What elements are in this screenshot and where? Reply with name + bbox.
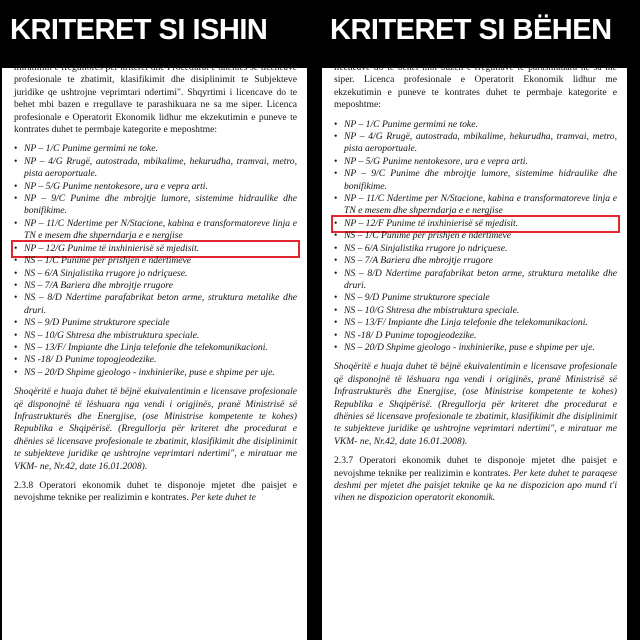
equipment-text-italic: Per kete duhet te paraqese deshmi per mjetet dhe paisjet teknike qe ka ne dispozicion apo mund t'i vihen ne dispozicion operatorit ekonomik. — [334, 467, 617, 504]
category-item: • NP – 9/C Punime dhe mbrojtje lumore, sistemime hidraulike dhe bonifikime. — [334, 168, 617, 193]
document-after — [322, 62, 627, 505]
category-item: • NS – 10/G Shtresa dhe mbistruktura speciale. — [14, 330, 297, 342]
category-item: • NS – 7/A Bariera dhe mbrojtje rrugore — [334, 255, 617, 267]
equipment-text: Operatori ekonomik duhet te disponoje mjetet dhe paisjet e nevojshme teknike per realizimin e kontrates. — [334, 455, 617, 479]
category-item: • NS – 8/D Ndertime parafabrikat beton arme, struktura metalike dhe druri. — [334, 268, 617, 293]
license-category-list — [334, 119, 617, 355]
category-item: • NS – 10/G Shtresa dhe mbistruktura speciale. — [334, 305, 617, 317]
equipment-paragraph — [334, 455, 617, 505]
category-item: • NS -18/ D Punime topogjeodezike. — [14, 354, 297, 366]
category-item: • NP – 1/C Punime germimi ne toke. — [334, 119, 617, 131]
document-before — [2, 62, 307, 505]
category-item: • NS – 13/F/ Impiante dhe Linja telefonie dhe telekomunikacioni. — [334, 317, 617, 329]
title-after: KRITERET SI BËHEN — [330, 14, 612, 46]
category-item: • NP – 4/G Rrugë, autostrada, mbikalime, hekurudha, tramvai, metro, pista aeroportuale. — [334, 131, 617, 156]
foreign-companies-paragraph: Shoqëritë e huaja duhet të bëjnë ekuivalentimin e licensave profesionale që disponojnë të lëshuara nga vendi i origjinës, pranë Ministrisë së Infrastrukturës dhe Energjise, (ose Ministrise kompetente te kohes) Republika e Shqipërisë. (Rregullorja për kriteret dhe procedurat e dhënies së licensave profesionale te zbatimit, klasifikimit dhe disiplinimit te subjekteve juridike qe ushtrojne veprimtari ndertimi", e miratuar me VKM- ne, Nr.42, date 16.01.2008). — [14, 386, 297, 472]
license-category-list — [14, 143, 297, 379]
category-item: • NP – 1/C Punime germimi ne toke. — [14, 143, 297, 155]
category-item: • NS – 7/A Bariera dhe mbrojtje rrugore — [14, 280, 297, 292]
foreign-companies-paragraph: Shoqëritë e huaja duhet të bëjnë ekuivalentimin e licensave profesionale që disponojnë të lëshuara nga vendi i origjinës, pranë Ministrisë së Infrastrukturës dhe Energjise, (ose Ministrise kompetente te kohes) Republika e Shqipërisë. (Rregullorja për kriteret dhe procedurat e dhënies së licensave profesionale te zbatimit, klasifikimit dhe disiplinimit te subjekteve juridike qe ushtrojne veprimtari ndertimi", e miratuar me VKM- ne, Nr.42, date 16.01.2008). — [334, 361, 617, 447]
category-item: • NS – 6/A Sinjalistika rrugore jo ndriçuese. — [334, 243, 617, 255]
category-item: • NP – 9/C Punime dhe mbrojtje lumore, sistemime hidraulike dhe bonifikime. — [14, 193, 297, 218]
category-item: • NS – 1/C Punime per prishjen e ndertimeve — [14, 255, 297, 267]
highlighted-category-item: • NP – 12/G Punime të inxhinierisë së mjedisit. — [14, 243, 297, 255]
category-item: • NS – 13/F/ Impiante dhe Linja telefonie dhe telekomunikacioni. — [14, 342, 297, 354]
category-item: • NS – 9/D Punime strukturore speciale — [14, 317, 297, 329]
category-item: • NS – 6/A Sinjalistika rrugore jo ndriçuese. — [14, 268, 297, 280]
document-before-panel — [2, 62, 307, 640]
section-number: 2.3.8 — [14, 480, 34, 491]
category-item: • NS – 20/D Shpime gjeologo - inxhinierike, puse e shpime per uje. — [334, 342, 617, 354]
category-item: • NP – 11/C Ndertime per N/Stacione, kabina e transformatoreve linja e TN e mesem dhe shperndarja e e nergjise — [334, 193, 617, 218]
category-item: • NP – 5/G Punime nentokesore, ura e vepra arti. — [14, 181, 297, 193]
intro-paragraph: licencave do te behet mbi bazen e rregullave te parashikuara ne sa me siper. Licenca profesionale e Operatorit Ekonomik lidhur me ekzekutimin e puneve te kontrates duhet te permbaje kategorite e meposhtme: — [334, 62, 617, 111]
title-before: KRITERET SI ISHIN — [10, 14, 268, 46]
category-item: • NS -18/ D Punime topogjeodezike. — [334, 330, 617, 342]
equipment-paragraph — [14, 480, 297, 505]
category-item: • NS – 1/C Punime per prishjen e ndertimeve — [334, 230, 617, 242]
equipment-text: Operatori ekonomik duhet te disponoje mjetet dhe paisjet e nevojshme teknike per realizimin e kontrates. — [14, 480, 297, 504]
category-item: • NS – 8/D Ndertime parafabrikat beton arme, struktura metalike dhe druri. — [14, 292, 297, 317]
category-item: • NP – 4/G Rrugë, autostrada, mbikalime, hekurudha, tramvai, metro, pista aeroportuale. — [14, 156, 297, 181]
category-item: • NS – 20/D Shpime gjeologo - inxhinierike, puse e shpime per uje. — [14, 367, 297, 379]
equipment-text-italic: Per kete duhet te — [191, 492, 256, 504]
category-item: • NP – 5/G Punime nentokesore, ura e vepra arti. — [334, 156, 617, 168]
section-number: 2.3.7 — [334, 455, 354, 467]
document-after-panel — [322, 62, 627, 640]
intro-paragraph: miratimin e rregullores per kriteret dhe Procedurat e dhenies se licencave profesionale te zbatimit, klasifikimit dhe disiplinimit te Subjekteve juridike qe ushtrojne veprimtari ndertimi". Shqyrtimi i licencave do te behet mbi bazen e rregullave te parashikuara ne sa me siper. Licenca profesionale e Operatorit Ekonomik lidhur me ekzekutimin e puneve te kontrates duhet te permbaje kategorite e meposhtme: — [14, 62, 297, 136]
category-item: • NP – 11/C Ndertime per N/Stacione, kabina e transformatoreve linja e TN e mesem dhe shperndarja e e nergjise — [14, 218, 297, 243]
highlighted-category-item: • NP – 12/F Punime të inxhinierisë së mjedisit. — [334, 218, 617, 230]
category-item: • NS – 9/D Punime strukturore speciale — [334, 292, 617, 304]
